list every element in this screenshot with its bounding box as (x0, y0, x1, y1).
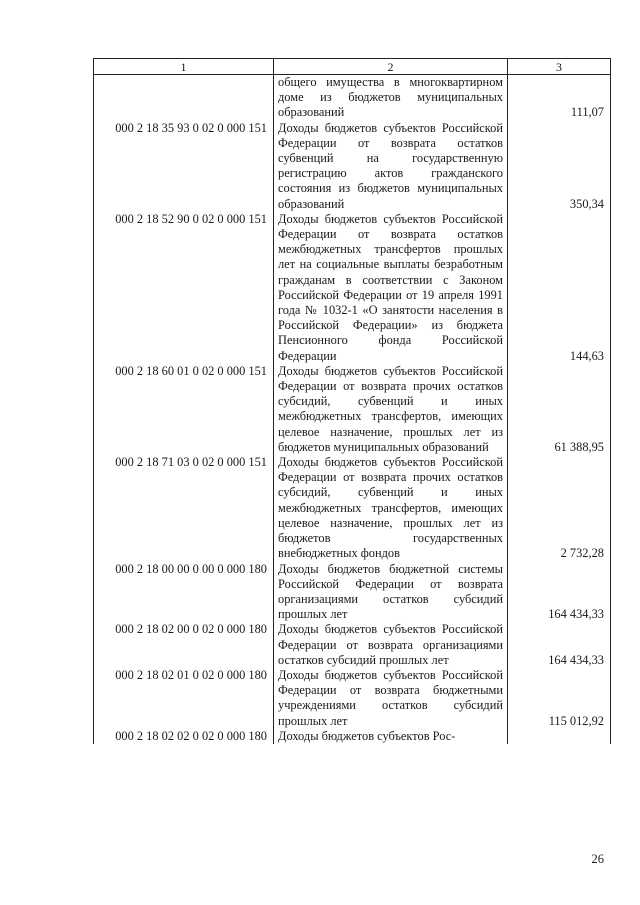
table-row (94, 729, 611, 744)
table-row (94, 622, 611, 668)
row-name: Доходы бюджетов субъектов Российской Федерации от возврата остатков субвенций на государственную регистрацию актов гражданского состояния из бюджетов муниципальных образований (274, 121, 508, 212)
row-name: Доходы бюджетов субъектов Российской Федерации от возврата организациями остатков субсидий прошлых лет (274, 622, 508, 668)
table-row (94, 668, 611, 729)
table-row (94, 75, 611, 121)
row-amount: 2 732,28 (508, 455, 611, 561)
row-amount: 350,34 (508, 121, 611, 212)
row-code (94, 75, 274, 121)
row-name: Доходы бюджетов бюджетной системы Российской Федерации от возврата организациями остатков субсидий прошлых лет (274, 562, 508, 623)
row-amount: 164 434,33 (508, 622, 611, 668)
row-amount: 115 012,92 (508, 668, 611, 729)
table-row (94, 121, 611, 212)
row-name: Доходы бюджетов субъектов Рос- (274, 729, 508, 744)
column-header-amount: 3 (508, 59, 611, 75)
table-row (94, 562, 611, 623)
row-name: Доходы бюджетов субъектов Российской Федерации от возврата остатков межбюджетных трансфертов прошлых лет на социальные выплаты безработным гражданам в соответствии с Законом Российской Федерации от 19 апреля 1991 года № 1032-1 «О занятости населения в Российской Федерации» из бюджета Пенсионного фонда Российской Федерации (274, 212, 508, 364)
row-amount: 61 388,95 (508, 364, 611, 455)
table-row (94, 212, 611, 364)
table-header-row (94, 59, 611, 75)
row-name: Доходы бюджетов субъектов Российской Федерации от возврата прочих остатков субсидий, субвенций и иных межбюджетных трансфертов, имеющих целевое назначение, прошлых лет из бюджетов муниципальных образований (274, 364, 508, 455)
page-number: 26 (591, 852, 604, 866)
row-code: 000 2 18 00 00 0 00 0 000 180 (94, 562, 274, 623)
row-code: 000 2 18 35 93 0 02 0 000 151 (94, 121, 274, 212)
row-name: Доходы бюджетов субъектов Российской Федерации от возврата прочих остатков субсидий, субвенций и иных межбюджетных трансфертов, имеющих целевое назначение, прошлых лет из бюджетов государственных внебюджетных фондов (274, 455, 508, 561)
row-amount: 111,07 (508, 75, 611, 121)
row-name: Доходы бюджетов субъектов Российской Федерации от возврата бюджетными учреждениями остатков субсидий прошлых лет (274, 668, 508, 729)
row-code: 000 2 18 60 01 0 02 0 000 151 (94, 364, 274, 455)
table-row (94, 455, 611, 561)
row-code: 000 2 18 52 90 0 02 0 000 151 (94, 212, 274, 364)
column-header-code: 1 (94, 59, 274, 75)
row-code: 000 2 18 02 00 0 02 0 000 180 (94, 622, 274, 668)
row-code: 000 2 18 02 02 0 02 0 000 180 (94, 729, 274, 744)
row-amount: 164 434,33 (508, 562, 611, 623)
row-code: 000 2 18 02 01 0 02 0 000 180 (94, 668, 274, 729)
row-code: 000 2 18 71 03 0 02 0 000 151 (94, 455, 274, 561)
table-row (94, 364, 611, 455)
column-header-name: 2 (274, 59, 508, 75)
row-name: общего имущества в многоквартирном доме из бюджетов муниципальных образований (274, 75, 508, 121)
row-amount: 144,63 (508, 212, 611, 364)
budget-revenue-table (93, 58, 611, 744)
row-amount (508, 729, 611, 744)
